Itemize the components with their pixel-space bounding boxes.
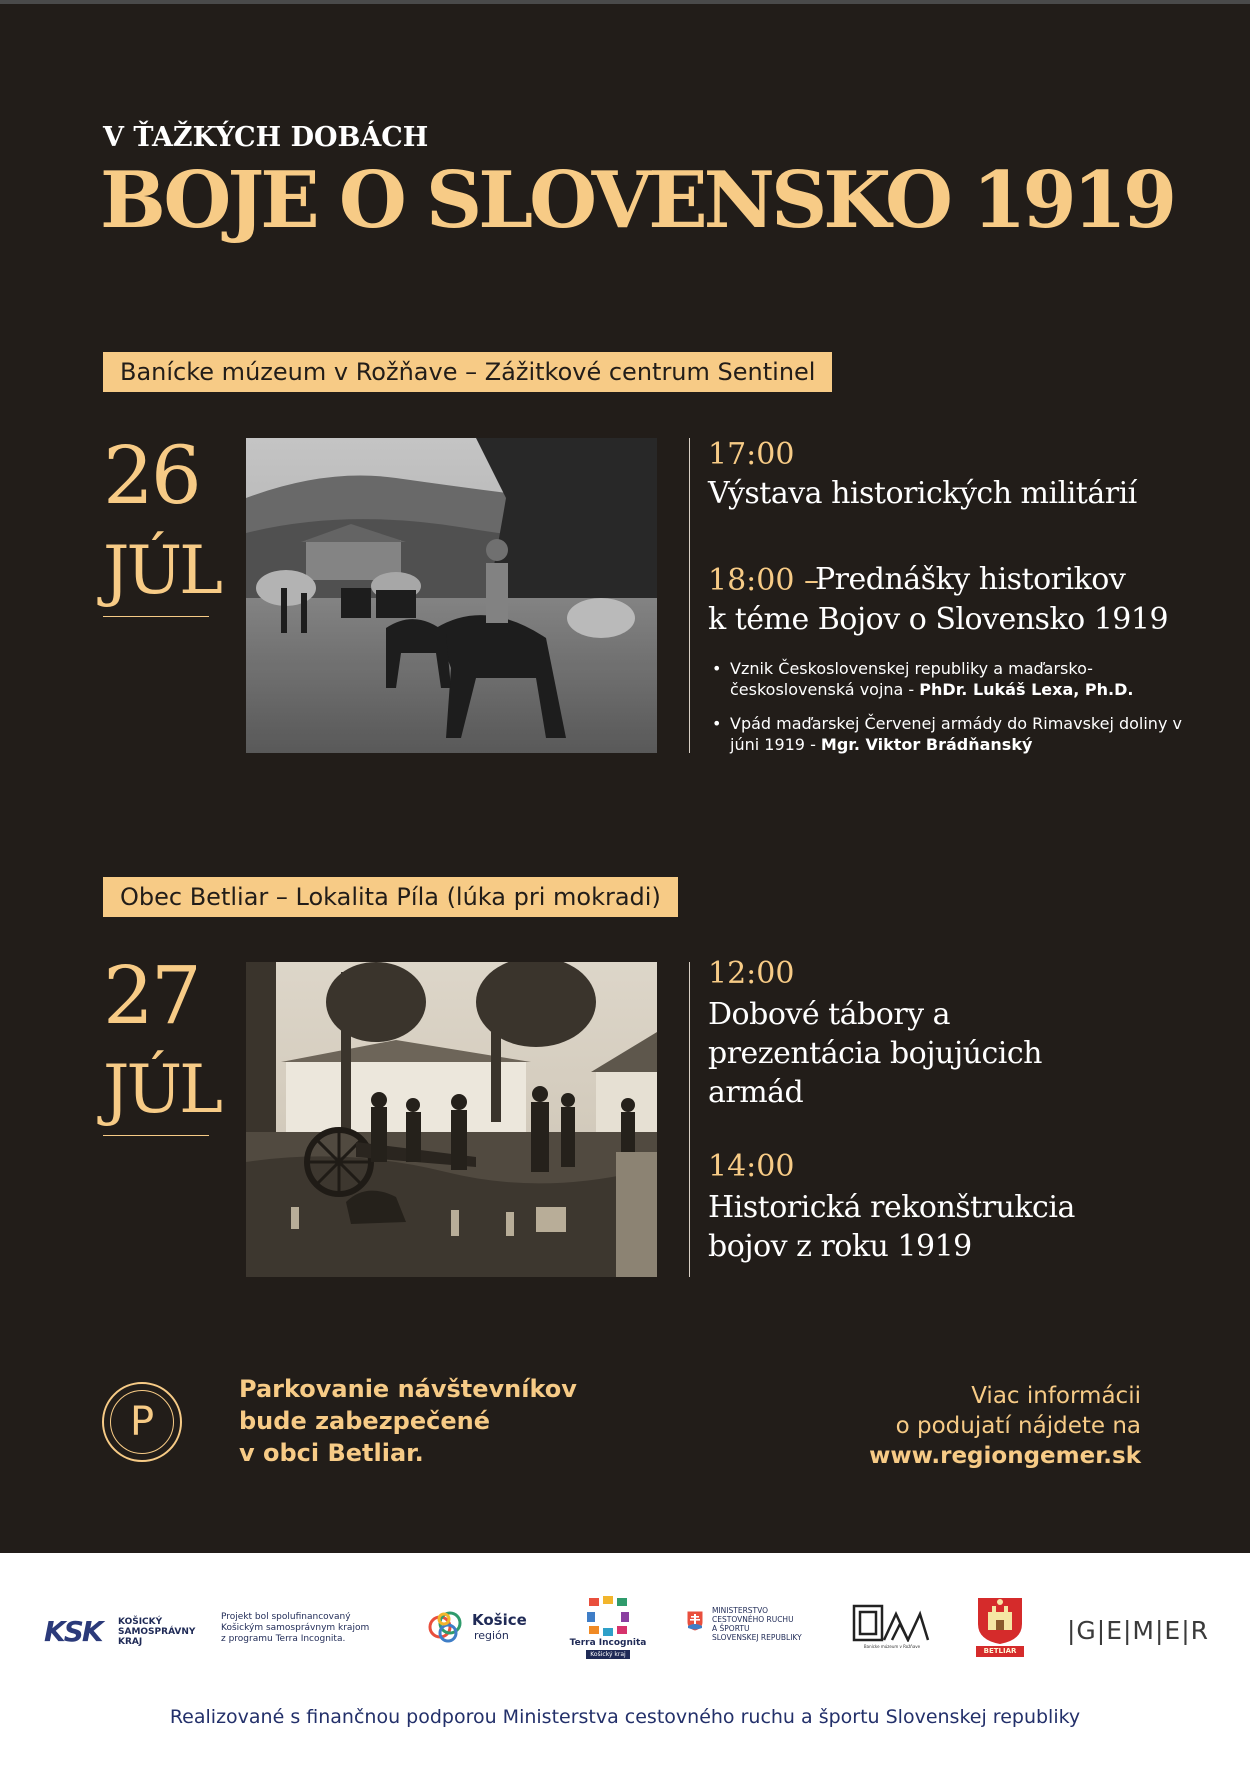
- banicke-muzeum-icon: [852, 1604, 930, 1642]
- ksk-logo-letters: KSK: [44, 1615, 102, 1648]
- ksk-logo: [44, 1614, 194, 1654]
- poster-title: BOJE O SLOVENSKO 1919: [100, 155, 1174, 246]
- historic-photo-cavalry: [246, 438, 657, 753]
- parking-line: bude zabezpečené: [239, 1407, 490, 1435]
- divider-line-1: [689, 438, 690, 753]
- event-title-3-line3: armád: [708, 1075, 804, 1110]
- info-url-link[interactable]: www.regiongemer.sk: [869, 1443, 1141, 1469]
- lecture-item: [730, 713, 1200, 755]
- top-border: [0, 0, 1250, 4]
- project-text-line: Košickým samosprávnym krajom: [221, 1623, 370, 1633]
- event-title-3-line2: prezentácia bojujúcich: [708, 1036, 1042, 1071]
- event-title-2-line2: k téme Bojov o Slovensko 1919: [708, 602, 1169, 637]
- ministry-text-line: CESTOVNÉHO RUCHU: [712, 1615, 794, 1624]
- lecture-topic: Vpád maďarskej Červenej armády do Rimavskej doliny v júni 1919 -: [730, 714, 1182, 754]
- terra-incognita-sub: Košický kraj: [586, 1650, 630, 1659]
- ministry-text-line: SLOVENSKEJ REPUBLIKY: [712, 1633, 802, 1642]
- event-title-2-line1: Prednášky historikov: [815, 562, 1126, 597]
- divider-line-2: [689, 962, 690, 1277]
- lecture-topic: Vznik Československej republiky a maďarsko-československá vojna -: [730, 659, 1093, 699]
- ministry-text: [712, 1606, 802, 1642]
- banicke-muzeum-logo: [852, 1604, 932, 1654]
- info-line: o podujatí nájdete na: [895, 1413, 1141, 1439]
- ministry-text-line: A ŠPORTU: [712, 1624, 750, 1633]
- venue-label-day1: Banícke múzeum v Rožňave – Zážitkové centrum Sentinel: [103, 352, 832, 392]
- historic-photo-artillery: [246, 962, 657, 1277]
- lecture-speaker: Mgr. Viktor Brádňanský: [820, 735, 1033, 754]
- poster-subtitle: V ŤAŽKÝCH DOBÁCH: [103, 122, 429, 153]
- kosice-region-logo: [424, 1605, 534, 1655]
- slovak-coat-of-arms-icon: [686, 1610, 704, 1632]
- ministry-text-line: MINISTERSTVO: [712, 1606, 769, 1615]
- betliar-coat-of-arms: [974, 1596, 1026, 1660]
- event-title-4-line1: Historická rekonštrukcia: [708, 1190, 1075, 1225]
- project-funding-note: [221, 1612, 369, 1645]
- date-month-2: JÚL: [103, 1051, 220, 1128]
- more-info: [869, 1381, 1141, 1471]
- gemer-logo: |G|E|M|E|R: [1067, 1616, 1210, 1645]
- event-title-4-line2: bojov z roku 1919: [708, 1229, 972, 1264]
- event-time-3: 12:00: [708, 956, 795, 991]
- event-time-2: 18:00 –: [708, 563, 819, 598]
- event-title-3-line1: Dobové tábory a: [708, 997, 951, 1032]
- parking-line: Parkovanie návštevníkov: [239, 1375, 577, 1403]
- event-time-4: 14:00: [708, 1149, 795, 1184]
- banicke-muzeum-text: Banícke múzeum v Rožňave: [863, 1644, 921, 1649]
- kosice-region-name: Košice: [472, 1611, 527, 1629]
- date-day-1: 26: [103, 429, 199, 522]
- terra-incognita-icon: [587, 1596, 629, 1636]
- lecture-item: [730, 658, 1200, 700]
- event-time-1: 17:00: [708, 437, 795, 472]
- info-line: Viac informácii: [971, 1383, 1141, 1409]
- betliar-label: BETLIAR: [976, 1646, 1024, 1657]
- terra-incognita-name: Terra Incognita: [569, 1638, 647, 1648]
- project-text-line: Projekt bol spolufinancovaný: [221, 1612, 351, 1622]
- project-text-line: z programu Terra Incognita.: [221, 1634, 346, 1644]
- betliar-shield-icon: [974, 1596, 1026, 1646]
- parking-icon: [102, 1382, 182, 1462]
- kosice-region-sub: región: [474, 1629, 509, 1642]
- ksk-text-line: KOŠICKÝ: [118, 1617, 163, 1627]
- sponsor-strip: [0, 1553, 1250, 1767]
- footer-credit: Realizované s finančnou podporou Ministerstva cestovného ruchu a športu Slovenskej republiky: [169, 1706, 1081, 1728]
- terra-incognita-logo: [566, 1596, 650, 1660]
- date-underline-2: [103, 1135, 209, 1136]
- ksk-logo-text: [118, 1617, 195, 1647]
- venue-label-day2: Obec Betliar – Lokalita Píla (lúka pri mokradi): [103, 877, 678, 917]
- ksk-text-line: KRAJ: [118, 1637, 143, 1647]
- parking-info: [239, 1373, 577, 1469]
- lecture-list: [708, 658, 1200, 768]
- event-title-1: Výstava historických militárií: [708, 476, 1137, 511]
- ksk-text-line: SAMOSPRÁVNY: [118, 1627, 196, 1637]
- date-day-2: 27: [103, 949, 199, 1042]
- kosice-region-icon: [424, 1605, 468, 1649]
- date-month-1: JÚL: [103, 532, 220, 609]
- ministry-logo: [686, 1606, 816, 1650]
- lecture-speaker: PhDr. Lukáš Lexa, Ph.D.: [919, 680, 1134, 699]
- parking-icon-letter: P: [110, 1390, 174, 1454]
- parking-line: v obci Betliar.: [239, 1439, 424, 1467]
- date-underline-1: [103, 616, 209, 617]
